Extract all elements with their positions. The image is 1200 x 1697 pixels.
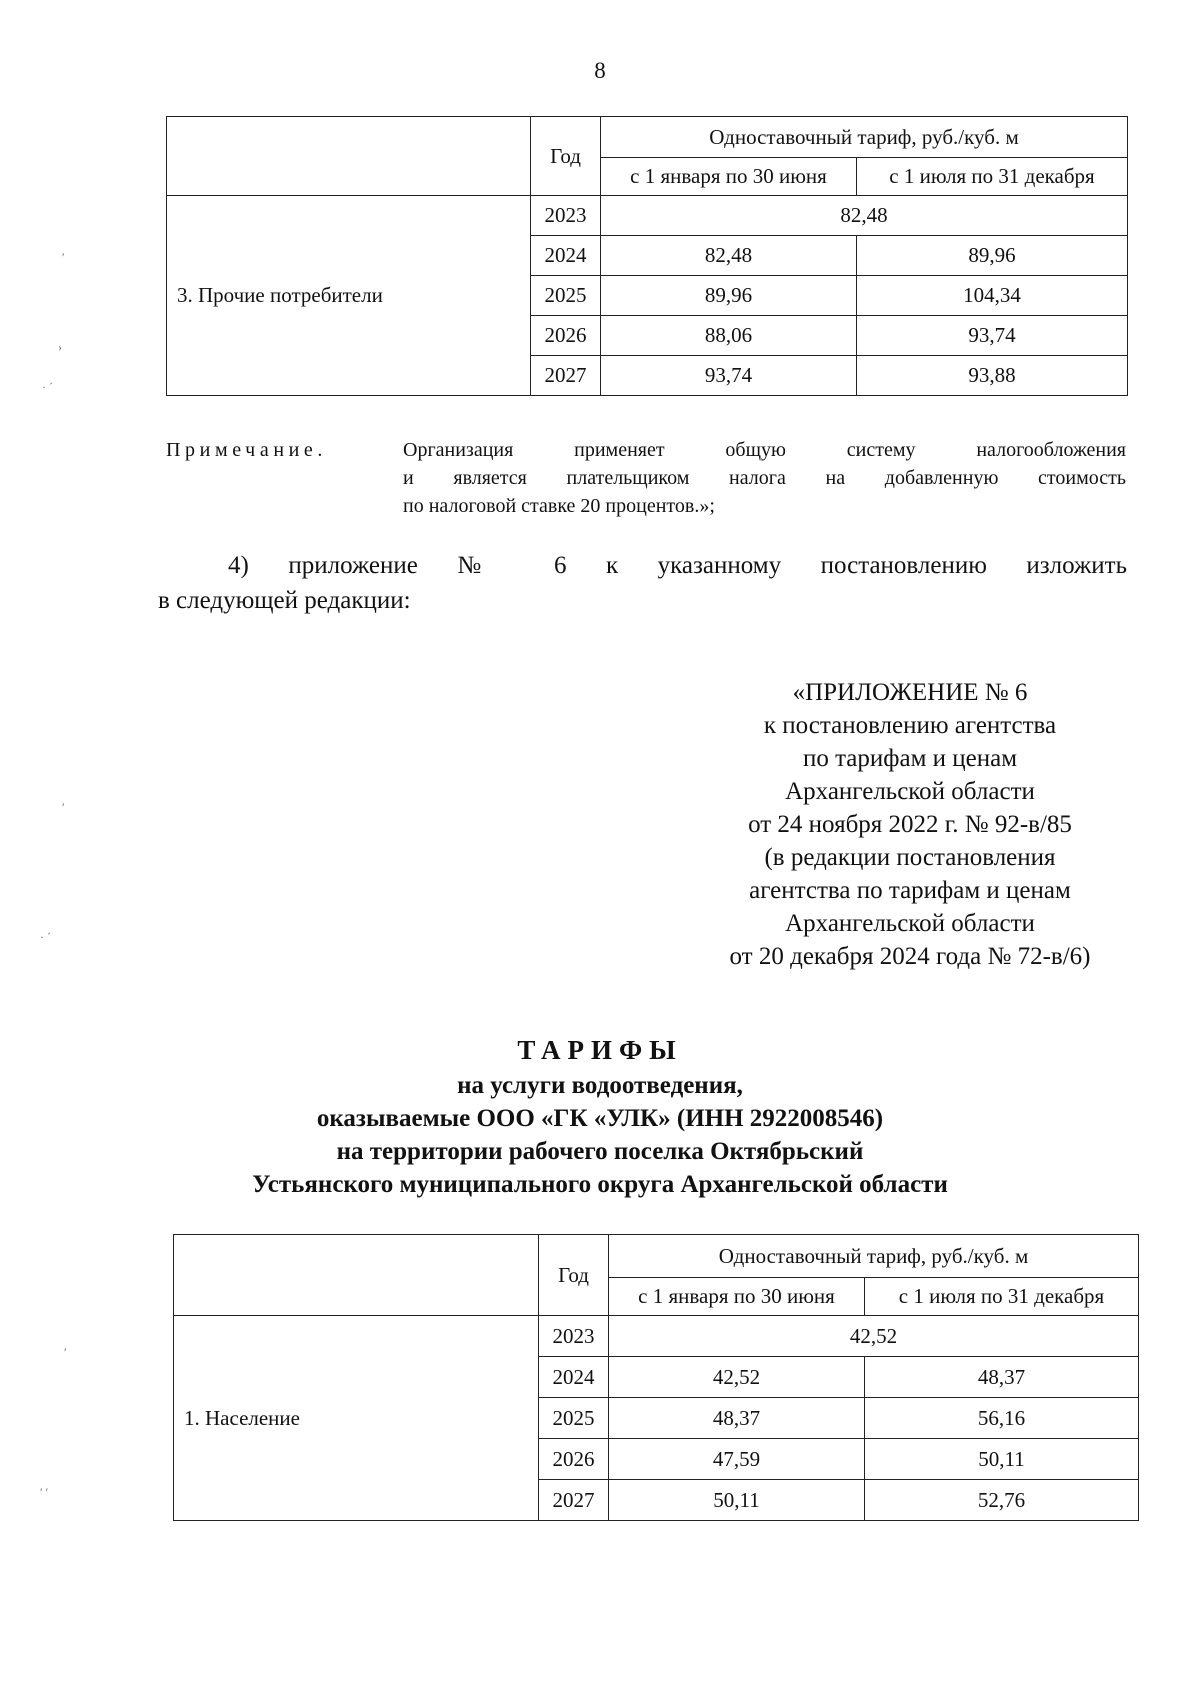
title-line: на территории рабочего поселка Октябрьский (336, 1138, 864, 1165)
header-tariff: Одноставочный тариф, руб./куб. м (609, 1235, 1139, 1278)
paragraph-line: 4) приложение № 6 к указанному постановлению изложить (228, 552, 1127, 579)
note-line: и является плательщиком налога на добавленную стоимость (403, 467, 1126, 489)
tariff-first-half-value: 48,37 (609, 1398, 865, 1439)
tariff-value-merged: 82,48 (601, 196, 1128, 236)
appendix-line: по тарифам и ценам (802, 745, 1018, 772)
year-cell: 2023 (531, 196, 601, 236)
note-line: по налоговой ставке 20 процентов.»; (403, 495, 715, 517)
appendix-line: от 20 декабря 2024 года № 72-в/6) (729, 943, 1091, 970)
year-cell: 2026 (539, 1439, 609, 1480)
header-first-half: с 1 января по 30 июня (601, 158, 857, 196)
header-second-half: с 1 июля по 31 декабря (865, 1278, 1139, 1316)
appendix-line: агентства по тарифам и ценам (749, 877, 1071, 904)
scan-speck: ′ (62, 250, 65, 264)
item-4-paragraph (158, 548, 1127, 618)
page-number: 8 (594, 58, 606, 83)
appendix-line: к постановлению агентства (763, 712, 1057, 739)
title-line: Устьянского муниципального округа Архангельской области (252, 1171, 948, 1198)
tariff-first-half-value: 82,48 (601, 236, 857, 276)
tariff-second-half-value: 48,37 (865, 1357, 1139, 1398)
year-cell: 2025 (531, 276, 601, 316)
header-empty-cell (167, 117, 531, 196)
appendix-line: Архангельской области (785, 910, 1035, 937)
tariff-first-half-value: 47,59 (609, 1439, 865, 1480)
year-cell: 2026 (531, 316, 601, 356)
appendix-line: от 24 ноября 2022 г. № 92-в/85 (748, 811, 1072, 838)
scan-speck: › (58, 340, 62, 354)
category-cell: 3. Прочие потребители (167, 196, 531, 396)
year-cell: 2023 (539, 1316, 609, 1357)
title-heading: ТАРИФЫ (517, 1035, 683, 1065)
tariff-second-half-value: 50,11 (865, 1439, 1139, 1480)
title-line: на услуги водоотведения, (457, 1072, 743, 1099)
scan-speck: ′ (64, 1345, 67, 1359)
scan-speck: · ´ (40, 930, 51, 944)
year-cell: 2024 (539, 1357, 609, 1398)
header-second-half: с 1 июля по 31 декабря (857, 158, 1128, 196)
header-first-half: с 1 января по 30 июня (609, 1278, 865, 1316)
appendix-header (680, 676, 1140, 973)
year-cell: 2025 (539, 1398, 609, 1439)
tariff-value-merged: 42,52 (609, 1316, 1139, 1357)
title-line: оказываемые ООО «ГК «УЛК» (ИНН 2922008546) (316, 1105, 884, 1132)
appendix-line: «ПРИЛОЖЕНИЕ № 6 (792, 679, 1028, 706)
tariff-second-half-value: 104,34 (857, 276, 1128, 316)
tariff-first-half-value: 42,52 (609, 1357, 865, 1398)
scan-speck: · ´ (42, 380, 53, 394)
tariff-second-half-value: 52,76 (865, 1480, 1139, 1521)
scan-speck: ′ (62, 800, 65, 814)
tariff-second-half-value: 93,74 (857, 316, 1128, 356)
tariff-first-half-value: 88,06 (601, 316, 857, 356)
tariff-second-half-value: 56,16 (865, 1398, 1139, 1439)
scan-speck: ′ ′ (40, 1485, 49, 1499)
note-label: Примечание. (166, 439, 328, 461)
tariff-first-half-value: 50,11 (609, 1480, 865, 1521)
tariff-first-half-value: 89,96 (601, 276, 857, 316)
appendix-line: Архангельской области (785, 778, 1035, 805)
note-line: Организация применяет общую систему налогообложения (403, 439, 1126, 461)
paragraph-line: в следующей редакции: (158, 587, 411, 614)
year-cell: 2027 (539, 1480, 609, 1521)
year-cell: 2024 (531, 236, 601, 276)
header-empty-cell (174, 1235, 539, 1316)
tariff-table-population (173, 1234, 1139, 1521)
year-cell: 2027 (531, 356, 601, 396)
header-year: Год (539, 1235, 609, 1316)
note-text (403, 436, 1126, 520)
header-tariff: Одноставочный тариф, руб./куб. м (601, 117, 1128, 158)
document-title (0, 1034, 1200, 1201)
tariff-first-half-value: 93,74 (601, 356, 857, 396)
appendix-line: (в редакции постановления (764, 844, 1056, 871)
tariff-second-half-value: 89,96 (857, 236, 1128, 276)
tariff-second-half-value: 93,88 (857, 356, 1128, 396)
category-cell: 1. Население (174, 1316, 539, 1521)
header-year: Год (531, 117, 601, 196)
tariff-table-other-consumers (166, 116, 1128, 396)
